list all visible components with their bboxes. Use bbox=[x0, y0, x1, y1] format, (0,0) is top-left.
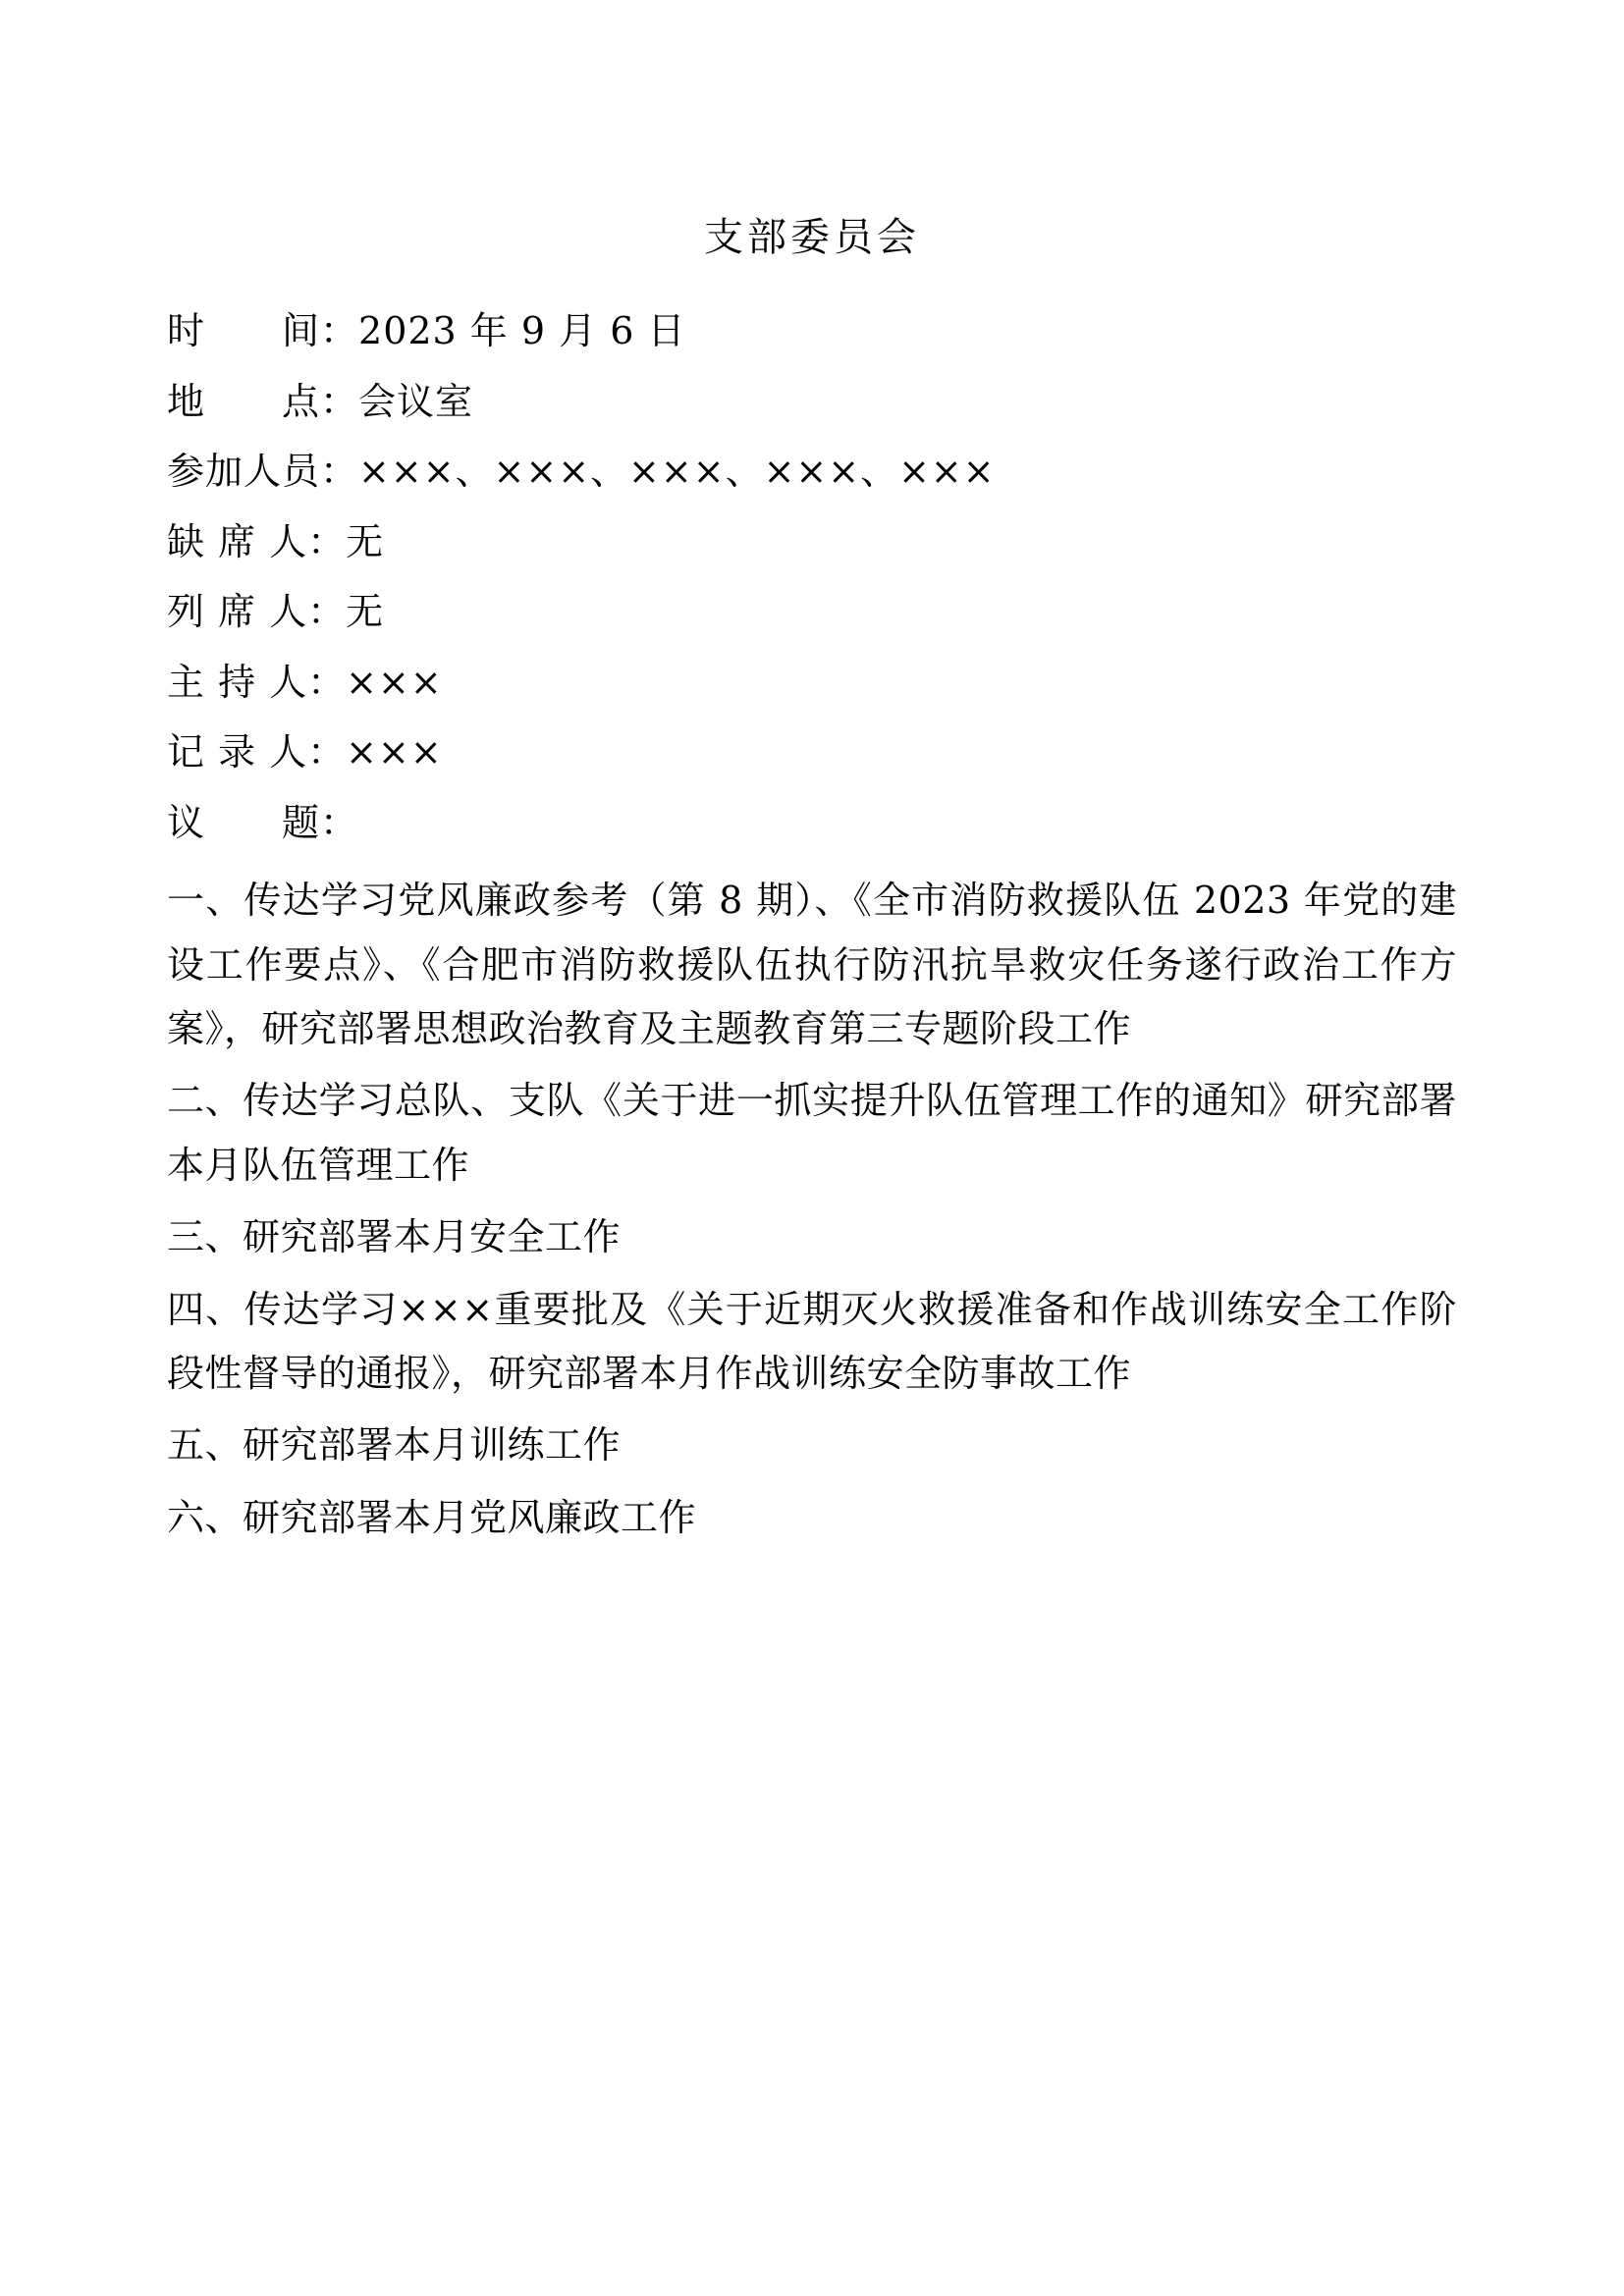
list-item: 五、研究部署本月训练工作 bbox=[167, 1423, 622, 1468]
list-item: 二、传达学习总队、支队《关于进一抓实提升队伍管理工作的通知》研究部署本月队伍管理工作 bbox=[167, 1079, 1457, 1187]
field-value: 会议室 bbox=[358, 379, 474, 423]
field-label: 缺 席 人： bbox=[167, 519, 347, 563]
field-label: 主 持 人： bbox=[167, 660, 347, 704]
field-row bbox=[167, 793, 1457, 854]
list-item: 三、研究部署本月安全工作 bbox=[167, 1215, 622, 1259]
field-label: 参加人员： bbox=[167, 450, 359, 494]
agenda-list bbox=[167, 869, 1457, 1550]
field-row bbox=[167, 442, 1457, 503]
field-row bbox=[167, 512, 1457, 573]
field-row bbox=[167, 722, 1457, 783]
list-item: 六、研究部署本月党风廉政工作 bbox=[167, 1495, 697, 1539]
field-label: 列 席 人： bbox=[167, 590, 347, 634]
field-label: 地 点： bbox=[167, 379, 359, 423]
meeting-info-fields bbox=[167, 301, 1457, 853]
list-item: 一、传达学习党风廉政参考（第 8 期）、《全市消防救援队伍 2023 年党的建设工作要点》、《合肥市消防救援队伍执行防汛抗旱救灾任务遂行政治工作方案》，研究部署思想政治教育及主题教育第三专题阶段工作 bbox=[167, 879, 1457, 1051]
field-value: 无 bbox=[346, 590, 385, 634]
field-row bbox=[167, 301, 1457, 362]
list-item: 四、传达学习×××重要批及《关于近期灭火救援准备和作战训练安全工作阶段性督导的通报》，研究部署本月作战训练安全防事故工作 bbox=[167, 1287, 1457, 1395]
field-value: ××× bbox=[346, 730, 443, 774]
field-label: 议 题： bbox=[167, 800, 359, 844]
field-row bbox=[167, 372, 1457, 433]
field-label: 记 录 人： bbox=[167, 730, 347, 774]
field-value: 无 bbox=[346, 519, 385, 563]
field-row bbox=[167, 653, 1457, 714]
field-value: ××× bbox=[346, 660, 443, 704]
page-title: 支部委员会 bbox=[704, 215, 920, 260]
field-row bbox=[167, 582, 1457, 643]
field-label: 时 间： bbox=[167, 309, 359, 352]
field-value: ×××、×××、×××、×××、××× bbox=[358, 450, 996, 494]
field-value: 2023 年 9 月 6 日 bbox=[358, 309, 686, 352]
